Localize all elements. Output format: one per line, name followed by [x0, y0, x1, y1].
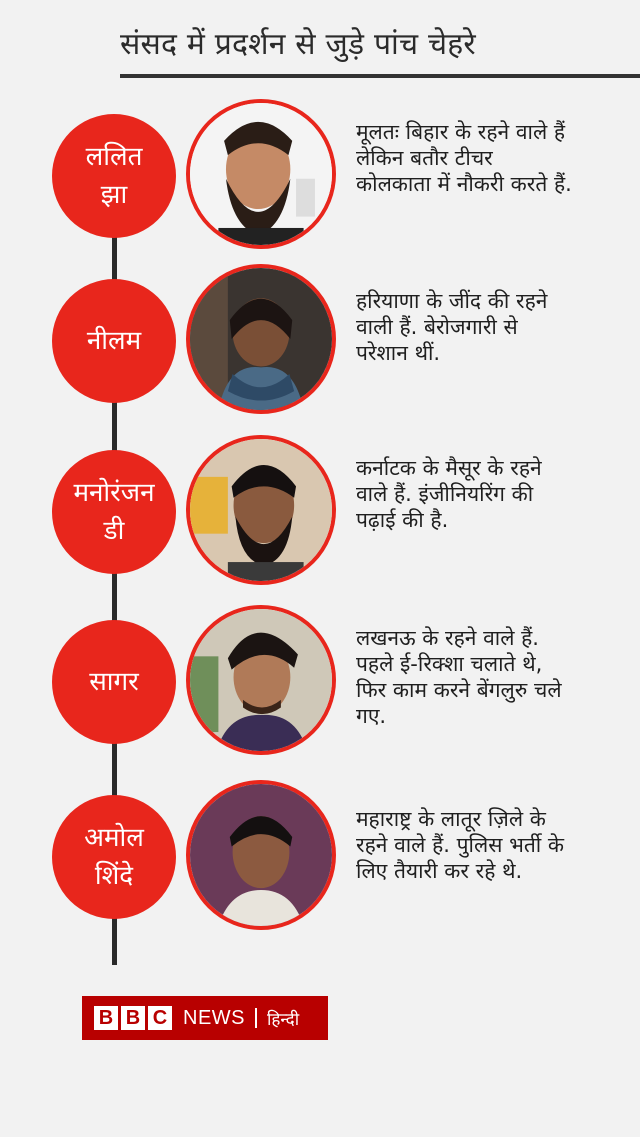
logo-separator	[255, 1008, 257, 1028]
desc-line: कोलकाता में नौकरी करते हैं.	[356, 172, 572, 196]
name-line: ललित	[85, 142, 143, 172]
person-entry-4	[0, 603, 640, 763]
bbc-news-hindi-logo	[82, 996, 328, 1040]
desc-line: मूलतः बिहार के रहने वाले हैं	[356, 120, 566, 144]
desc-line: लिए तैयारी कर रहे थे.	[356, 859, 523, 883]
desc-line: फिर काम करने बेंगलुरु चले	[356, 678, 562, 702]
description-4	[356, 625, 626, 729]
young-man-portrait-icon	[190, 609, 332, 751]
title-rule	[120, 74, 640, 78]
description-3	[356, 455, 626, 533]
desc-line: रहने वाले हैं. पुलिस भर्ती के	[356, 833, 565, 857]
desc-line: कर्नाटक के मैसूर के रहने	[356, 456, 542, 480]
desc-line: महाराष्ट्र के लातूर ज़िले के	[356, 807, 546, 831]
desc-line: वाली हैं. बेरोजगारी से	[356, 315, 518, 339]
bbc-letter-b: B	[121, 1006, 145, 1030]
desc-line: पहले ई-रिक्शा चलाते थे,	[356, 652, 543, 676]
photo-4	[186, 605, 336, 755]
photo-2	[186, 264, 336, 414]
woman-portrait-icon	[190, 268, 332, 410]
bbc-letter-c: C	[148, 1006, 172, 1030]
name-line: शिंदे	[94, 861, 134, 891]
name-line: झा	[100, 180, 128, 210]
bbc-letter-b: B	[94, 1006, 118, 1030]
name-line: डी	[103, 516, 125, 546]
young-man-portrait-icon	[190, 784, 332, 926]
desc-line: वाले हैं. इंजीनियरिंग की	[356, 482, 534, 506]
person-entry-1	[0, 97, 640, 257]
desc-line: गए.	[356, 704, 387, 728]
page-title: संसद में प्रदर्शन से जुड़े पांच चेहरे	[120, 27, 476, 62]
description-1	[356, 119, 626, 197]
man-bearded-portrait-icon	[190, 439, 332, 581]
desc-line: लखनऊ के रहने वाले हैं.	[356, 626, 539, 650]
desc-line: परेशान थीं.	[356, 341, 441, 365]
name-circle-2	[52, 279, 176, 403]
name-circle-4	[52, 620, 176, 744]
person-entry-2	[0, 262, 640, 422]
photo-3	[186, 435, 336, 585]
photo-5	[186, 780, 336, 930]
name-line: अमोल	[84, 823, 144, 853]
description-5	[356, 806, 626, 884]
description-2	[356, 288, 626, 366]
desc-line: पढ़ाई की है.	[356, 508, 449, 532]
name-circle-5	[52, 795, 176, 919]
photo-1	[186, 99, 336, 249]
name-line: मनोरंजन	[73, 478, 155, 508]
desc-line: हरियाणा के जींद की रहने	[356, 289, 548, 313]
person-entry-3	[0, 433, 640, 593]
name-circle-3	[52, 450, 176, 574]
name-line: सागर	[89, 667, 139, 697]
name-circle-1	[52, 114, 176, 238]
logo-language-text: हिन्दी	[267, 1009, 300, 1030]
name-line: नीलम	[86, 326, 142, 356]
man-bearded-portrait-icon	[190, 103, 332, 245]
person-entry-5	[0, 778, 640, 938]
logo-news-text: NEWS	[183, 1006, 245, 1029]
desc-line: लेकिन बतौर टीचर	[356, 146, 493, 170]
